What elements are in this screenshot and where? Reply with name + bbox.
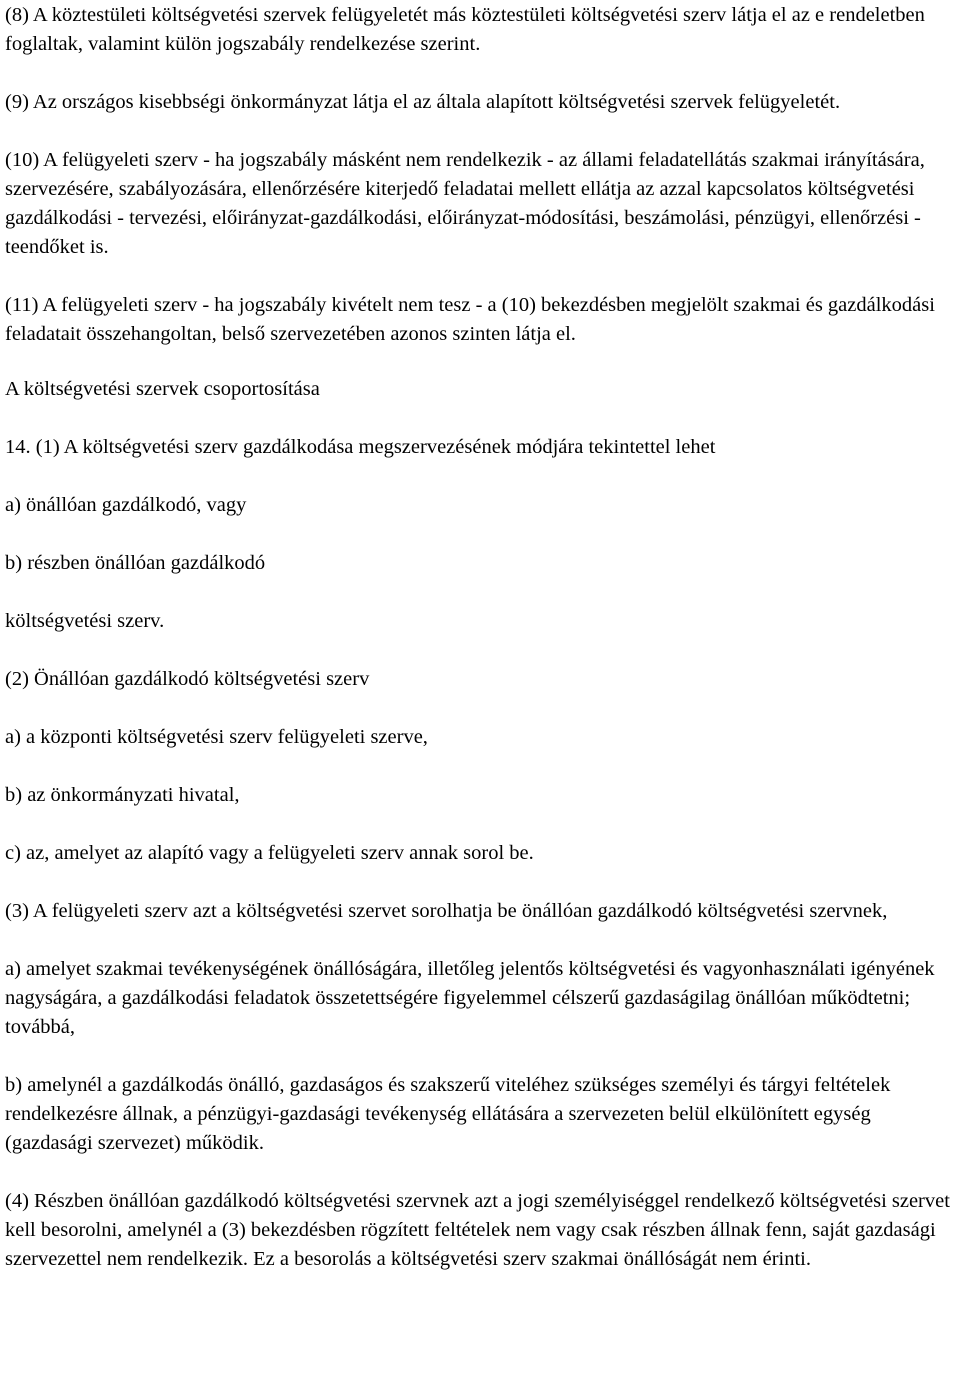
paragraph-10: (10) A felügyeleti szerv - ha jogszabály másként nem rendelkezik - az állami feladatellátás szakmai irányítására, szervezésére, szabályozására, ellenőrzésére kiterjedő feladatai mellett ellátja az azzal kapcsolatos költségvetési gazdálkodási - tervezési, előirányzat-gazdálkodási, előirányzat-módosítási, beszámolási, pénzügyi, ellenőrzési - teendőket is.	[5, 149, 925, 258]
paragraph-11: (11) A felügyeleti szerv - ha jogszabály kivételt nem tesz - a (10) bekezdésben megjelölt szakmai és gazdálkodási feladatait összehangoltan, belső szervezetében azonos szinten látja el.	[5, 294, 935, 345]
list-item-2a: a) a központi költségvetési szerv felügyeleti szerve,	[5, 726, 428, 748]
paragraph-closing: költségvetési szerv.	[5, 610, 165, 632]
document-page	[5, 0, 959, 1274]
list-item-b: b) részben önállóan gazdálkodó	[5, 552, 266, 574]
list-item-a: a) önállóan gazdálkodó, vagy	[5, 494, 247, 516]
section-14-paragraph-1: 14. (1) A költségvetési szerv gazdálkodása megszervezésének módjára tekintettel lehet	[5, 436, 716, 458]
list-item-2c: c) az, amelyet az alapító vagy a felügyeleti szerv annak sorol be.	[5, 842, 534, 864]
list-item-2b: b) az önkormányzati hivatal,	[5, 784, 240, 806]
paragraph-8: (8) A köztestületi költségvetési szervek felügyeletét más köztestületi költségvetési szerv látja el az e rendeletben foglaltak, valamint külön jogszabály rendelkezése szerint.	[5, 4, 925, 55]
section-14-paragraph-2: (2) Önállóan gazdálkodó költségvetési szerv	[5, 668, 370, 690]
section-heading: A költségvetési szervek csoportosítása	[5, 378, 320, 400]
section-14-paragraph-3: (3) A felügyeleti szerv azt a költségvetési szervet sorolhatja be önállóan gazdálkodó költségvetési szervnek,	[5, 900, 888, 922]
list-item-3a: a) amelyet szakmai tevékenységének önállóságára, illetőleg jelentős költségvetési és vagyonhasználati igényének nagyságára, a gazdálkodási feladatok összetettségére figyelemmel célszerű gazdaságilag önállóan működtetni; továbbá,	[5, 958, 935, 1038]
list-item-3b: b) amelynél a gazdálkodás önálló, gazdaságos és szakszerű viteléhez szükséges személyi és tárgyi feltételek rendelkezésre állnak, a pénzügyi-gazdasági tevékenység ellátására a szervezeten belül elkülönített egység (gazdasági szervezet) működik.	[5, 1074, 891, 1154]
paragraph-9: (9) Az országos kisebbségi önkormányzat látja el az általa alapított költségvetési szervek felügyeletét.	[5, 91, 841, 113]
section-14-paragraph-4: (4) Részben önállóan gazdálkodó költségvetési szervnek azt a jogi személyiséggel rendelkező költségvetési szervet kell besorolni, amelynél a (3) bekezdésben rögzített feltételek nem vagy csak részben állnak fenn, saját gazdasági szervezettel nem rendelkezik. Ez a besorolás a költségvetési szerv szakmai önállóságát nem érinti.	[5, 1190, 950, 1270]
